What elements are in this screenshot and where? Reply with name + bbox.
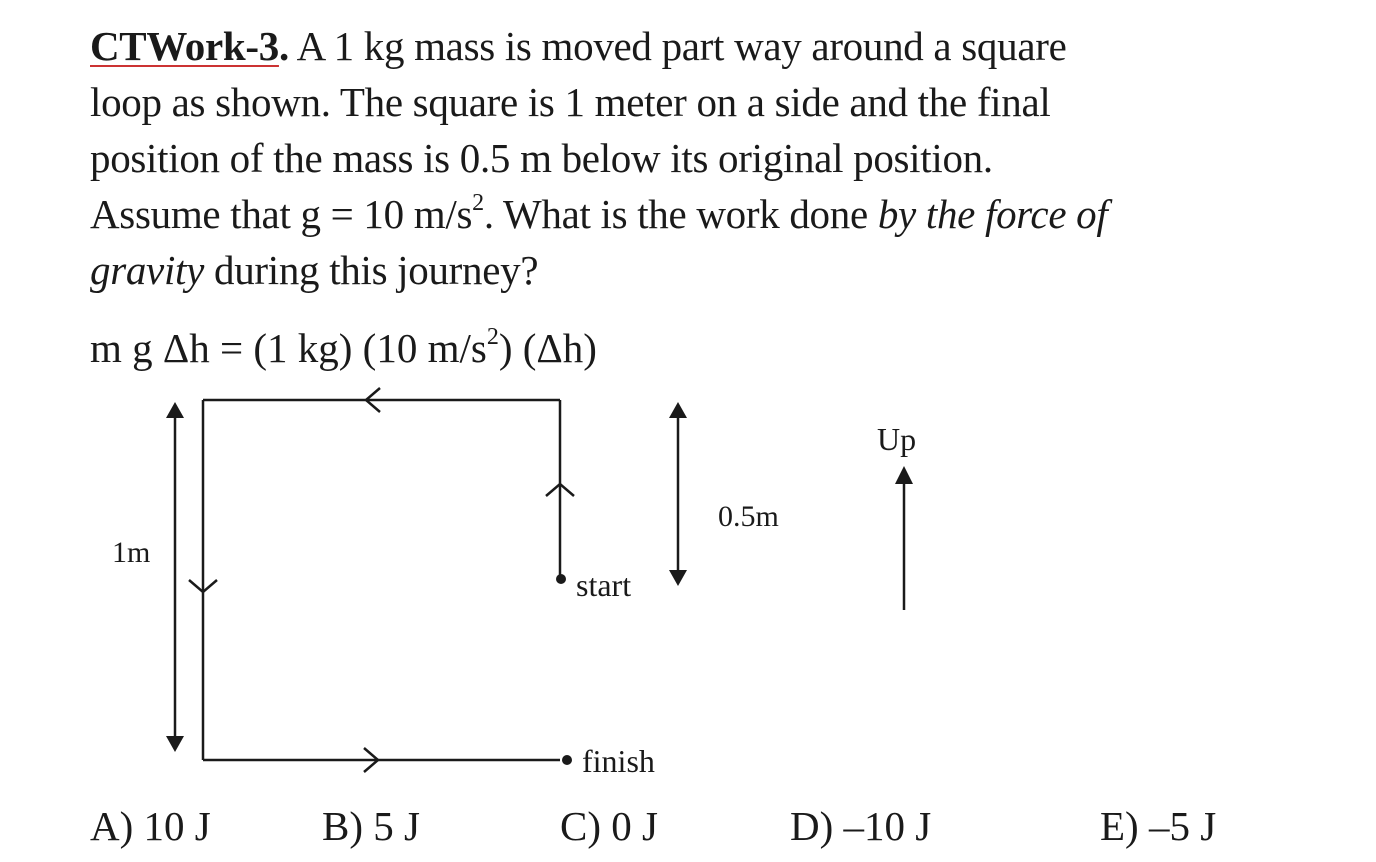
question-text-end: during this journey? [204,247,539,293]
assumption-text: Assume that g = 10 m/s [90,191,473,237]
question-text: . What is the work done [483,191,878,237]
problem-line-2: loop as shown. The square is 1 meter on a side and the final [90,79,1051,125]
problem-line-3: position of the mass is 0.5 m below its original position. [90,135,993,181]
problem-text: A 1 kg mass is moved part way around a square [288,23,1067,69]
answer-choices [0,798,1376,858]
arrowhead-up-icon [166,402,184,418]
up-label: Up [877,421,917,457]
choice-c: C) 0 J [560,803,658,849]
equation-end: ) (Δh) [498,325,597,371]
up-arrow-icon [895,466,913,484]
arrowhead-up-icon [669,402,687,418]
finish-label: finish [582,743,655,779]
start-dot [556,574,566,584]
loop-path [203,400,560,760]
drop-height-dimension [669,402,779,586]
choice-b: B) 5 J [322,803,420,849]
arrowhead-down-icon [669,570,687,586]
choice-d: D) –10 J [790,803,932,849]
equation-exponent: 2 [486,324,499,350]
choice-a: A) 10 J [90,803,211,849]
start-label: start [576,567,632,603]
problem-label: CTWork-3 [90,23,279,69]
drop-height-label: 0.5m [718,500,779,533]
up-direction-indicator [877,421,916,610]
emphasis-text-continued: gravity [90,247,205,293]
side-length-dimension [112,402,184,752]
equation-start: m g Δh = (1 kg) (10 m/s [90,325,487,371]
problem-label-period: . [278,23,289,69]
choice-e: E) –5 J [1100,803,1217,849]
direction-chevrons [189,388,574,772]
arrowhead-down-icon [166,736,184,752]
side-length-label: 1m [112,536,151,569]
finish-dot [562,755,572,765]
emphasis-text: by the force of [877,191,1108,237]
exponent: 2 [472,190,484,216]
